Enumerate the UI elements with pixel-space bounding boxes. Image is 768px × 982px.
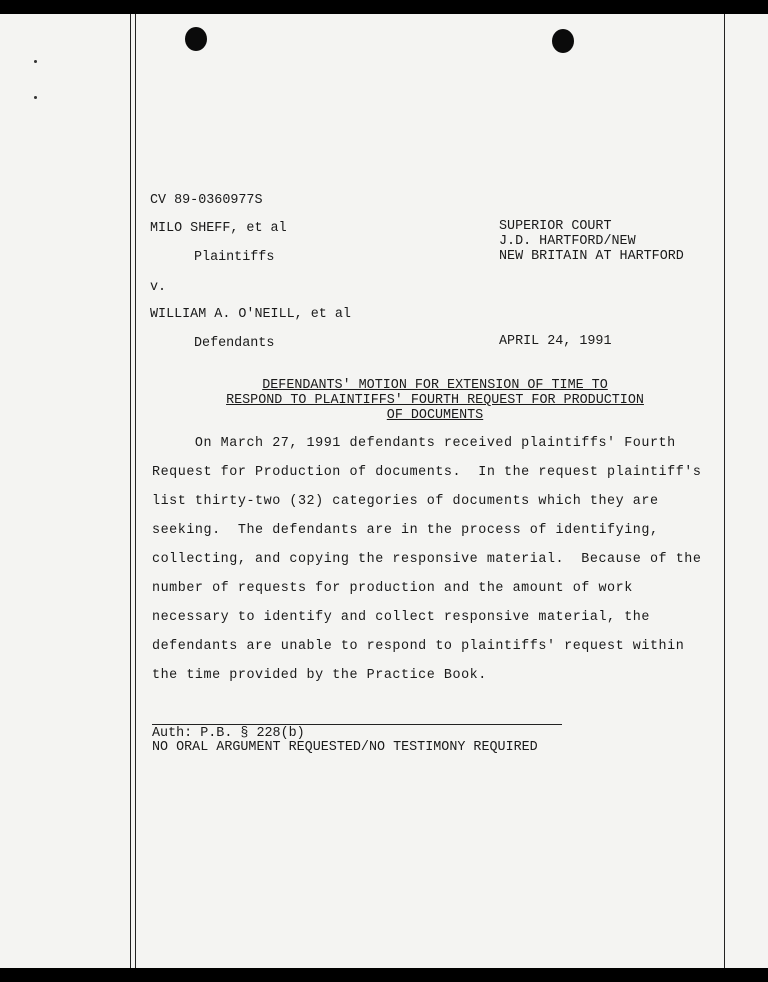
punch-hole-left <box>185 27 207 51</box>
plaintiff-role: Plaintiffs <box>194 250 275 265</box>
document-page <box>0 14 768 968</box>
body-line: the time provided by the Practice Book. <box>152 668 487 683</box>
plaintiff-name: MILO SHEFF, et al <box>150 221 287 236</box>
body-line: On March 27, 1991 defendants received plaintiffs' Fourth <box>152 436 676 451</box>
defendant-role: Defendants <box>194 336 275 351</box>
body-line: necessary to identify and collect responsive material, the <box>152 610 650 625</box>
scan-speck <box>34 60 37 63</box>
body-line: collecting, and copying the responsive material. Because of the <box>152 552 702 567</box>
defendant-name: WILLIAM A. O'NEILL, et al <box>150 307 351 322</box>
scan-speck <box>34 96 37 99</box>
title-line: OF DOCUMENTS <box>386 408 484 423</box>
court-name: SUPERIOR COURT <box>499 219 612 234</box>
punch-hole-right <box>552 29 574 53</box>
body-line: Request for Production of documents. In the request plaintiff's <box>152 465 702 480</box>
body-line: defendants are unable to respond to plaintiffs' request within <box>152 639 685 654</box>
body-line: number of requests for production and the amount of work <box>152 581 633 596</box>
body-line: seeking. The defendants are in the process of identifying, <box>152 523 659 538</box>
authority-citation: Auth: P.B. § 228(b) <box>152 726 305 741</box>
left-margin-rule-inner <box>135 14 136 968</box>
body-line: list thirty-two (32) categories of documents which they are <box>152 494 659 509</box>
title-line: RESPOND TO PLAINTIFFS' FOURTH REQUEST FOR PRODUCTION <box>226 393 644 408</box>
court-district: J.D. HARTFORD/NEW <box>499 234 636 249</box>
court-location: NEW BRITAIN AT HARTFORD <box>499 249 684 264</box>
motion-title <box>150 378 720 423</box>
versus: v. <box>150 280 167 295</box>
right-margin-rule <box>724 14 725 968</box>
oral-argument-note: NO ORAL ARGUMENT REQUESTED/NO TESTIMONY REQUIRED <box>152 740 538 755</box>
title-line: DEFENDANTS' MOTION FOR EXTENSION OF TIME TO <box>262 378 608 393</box>
left-margin-rule-outer <box>130 14 131 968</box>
case-number: CV 89-0360977S <box>150 193 263 208</box>
filing-date: APRIL 24, 1991 <box>499 334 612 349</box>
footnote-rule <box>152 724 562 725</box>
